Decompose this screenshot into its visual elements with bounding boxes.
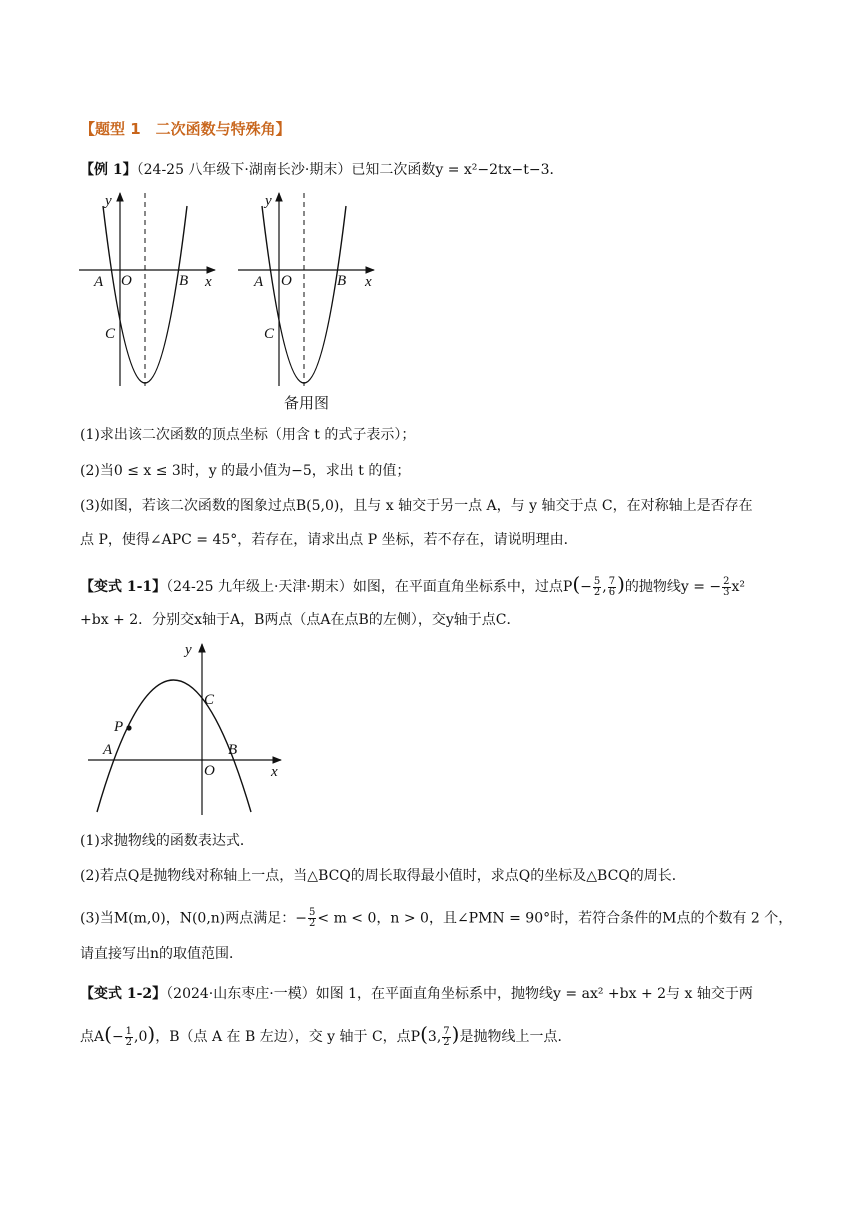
point-c-label: C: [105, 326, 116, 342]
point-p-dot: [126, 725, 131, 730]
variant1-1-figure: [83, 640, 293, 818]
example1-stem-line: [80, 160, 564, 180]
x-axis-label: x: [271, 764, 278, 780]
point-b-label: B: [337, 273, 347, 289]
y-axis-label: y: [265, 193, 272, 209]
example1-stem: 已知二次函数y = x²−2tx−t−3．: [351, 162, 564, 178]
point-c-label: C: [204, 692, 215, 708]
variant1-2-tag: 【变式 1-2】: [80, 986, 167, 1002]
fraction: $\frac{2}{3}$: [723, 575, 730, 598]
point-p-label: P: [114, 719, 124, 735]
parabola-graph-1: [79, 193, 215, 386]
figure-caption: 备用图: [284, 394, 330, 412]
variant1-1-q3-line2: 请直接写出n的取值范围．: [80, 946, 244, 962]
example1-source: （24-25 八年级下·湖南长沙·期末）: [136, 162, 352, 178]
fraction: $\frac{5}{2}$: [593, 575, 601, 598]
variant1-2-line2: 点A(− $\frac{1}{2}$ ,0)，B（点 A 在 B 左边），交 y 轴于 C，点P(3, $\frac{7}{2}$ )是抛物线上一点．: [80, 1022, 572, 1048]
example1-tag: 【例 1】: [80, 162, 137, 178]
fraction: $\frac{7}{6}$: [608, 575, 616, 598]
variant1-2-source: （2024·山东枣庄·一模）: [166, 986, 316, 1002]
point-a-label: A: [103, 742, 113, 758]
fraction: $\frac{7}{2}$: [443, 1025, 450, 1048]
x-axis-label: x: [365, 274, 372, 290]
origin-label: O: [121, 273, 132, 289]
example1-figure: [75, 188, 385, 393]
variant1-2-line1: 【变式 1-2】（2024·山东枣庄·一模）如图 1，在平面直角坐标系中，抛物线y = ax² +bx + 2与 x 轴交于两: [80, 986, 753, 1002]
variant1-1-text: 的抛物线y = −: [624, 579, 722, 595]
example1-q3-line2: 点 P，使得∠APC = 45°，若存在，请求出点 P 坐标，若不存在，请说明理由．: [80, 532, 578, 548]
fraction: $\frac{5}{2}$: [309, 907, 316, 929]
section-heading: 【题型 1 二次函数与特殊角】: [80, 120, 291, 138]
point-b-label: B: [179, 273, 189, 289]
example1-q3-line1: (3)如图，若该二次函数的图象过点B(5,0)，且与 x 轴交于另一点 A，与 y 轴交于点 C，在对称轴上是否存在: [80, 498, 753, 514]
variant1-1-source: （24-25 九年级上·天津·期末）: [166, 579, 353, 595]
parabola-graph-2: [238, 193, 374, 386]
variant1-1-line1: 【变式 1-1】（24-25 九年级上·天津·期末）如图，在平面直角坐标系中，过点P(− $\frac{5}{2}$ , $\frac{7}{6}$ )的抛物线y = − $\frac{2}{3}$ x²: [80, 572, 746, 598]
point-c-label: C: [264, 326, 275, 342]
point-a-label: A: [94, 274, 104, 290]
variant1-1-text: x²: [731, 579, 746, 595]
origin-label: O: [204, 763, 215, 779]
point-a-label: A: [254, 274, 264, 290]
x-axis-label: x: [205, 274, 212, 290]
y-axis-label: y: [185, 642, 192, 658]
variant1-1-line2: +bx + 2．分别交x轴于A，B两点（点A在点B的左侧），交y轴于点C．: [80, 612, 521, 628]
fraction: $\frac{1}{2}$: [125, 1025, 133, 1048]
variant1-1-text: 如图，在平面直角坐标系中，过点P: [352, 579, 573, 595]
y-axis-label: y: [105, 193, 112, 209]
variant1-1-q1: (1)求抛物线的函数表达式．: [80, 833, 254, 849]
variant1-1-q3-line1: (3)当M(m,0)，N(0,n)两点满足：− $\frac{5}{2}$ < m < 0，n > 0，且∠PMN = 90°时，若符合条件的M点的个数有 2 个，: [80, 907, 793, 929]
variant1-1-tag: 【变式 1-1】: [80, 579, 167, 595]
example1-q1: (1)求出该二次函数的顶点坐标（用含 t 的式子表示）；: [80, 427, 416, 443]
origin-label: O: [281, 273, 292, 289]
example1-q2: (2)当0 ≤ x ≤ 3时，y 的最小值为−5，求出 t 的值；: [80, 463, 411, 479]
variant1-1-q2: (2)若点Q是抛物线对称轴上一点，当△BCQ的周长取得最小值时，求点Q的坐标及△BCQ的周长．: [80, 868, 686, 884]
point-b-label: B: [228, 742, 238, 758]
